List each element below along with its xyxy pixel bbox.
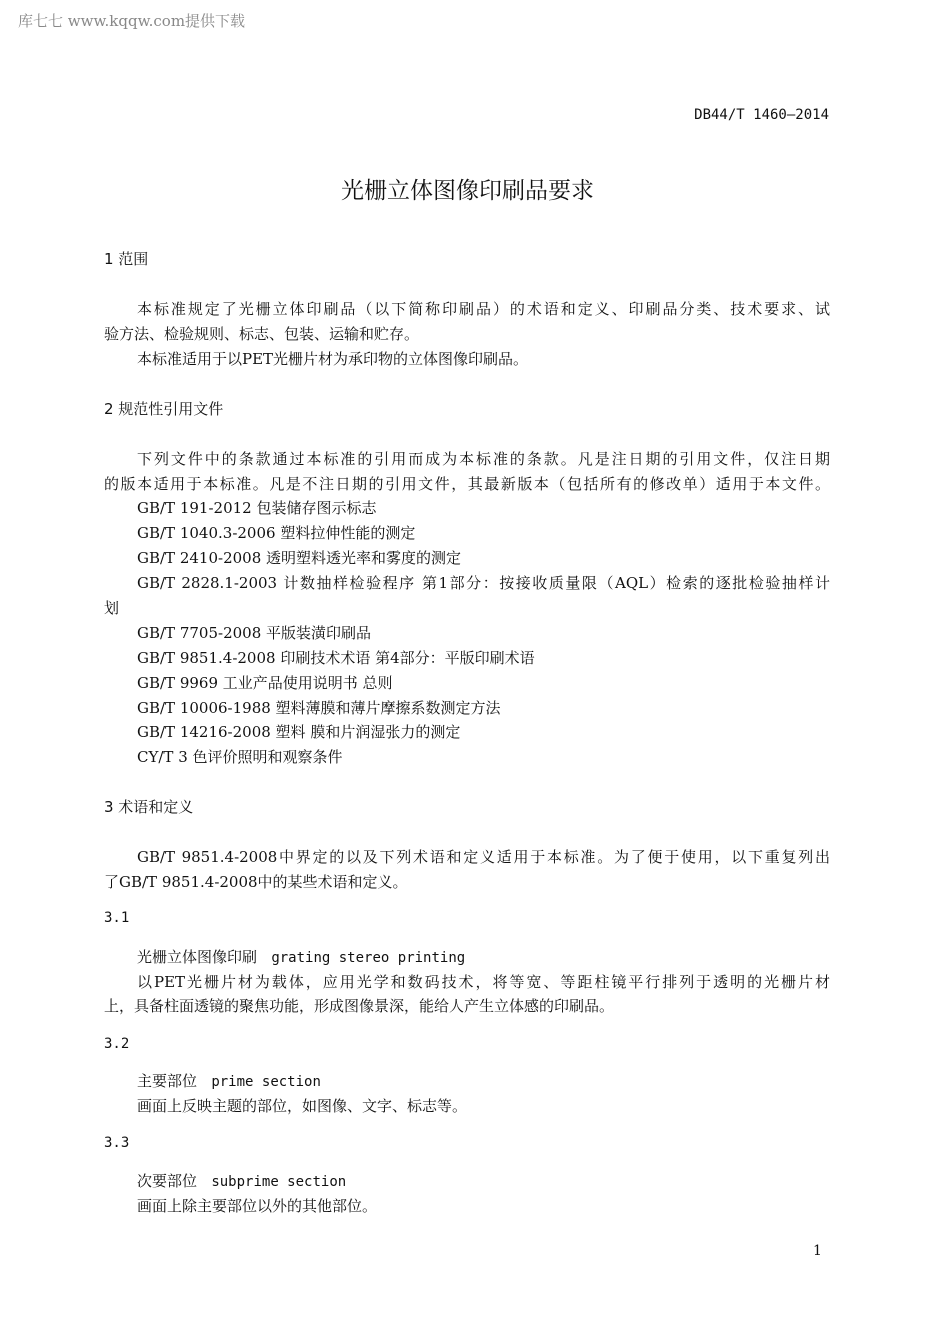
definition-line: 画面上反映主题的部位，如图像、文字、标志等。 [137,1097,468,1115]
reference-item: GB/T 9851.4-2008 印刷技术术语 第4部分：平版印刷术语 [137,649,535,667]
term-number: 3.1 [104,910,130,926]
paragraph-line: 了GB/T 9851.4-2008中的某些术语和定义。 [104,873,408,891]
term-en: grating stereo printing [271,950,466,966]
paragraph-line: 本标准规定了光栅立体印刷品（以下简称印刷品）的术语和定义、印刷品分类、技术要求、试 [137,300,830,318]
section-heading: 2 规范性引用文件 [104,400,224,418]
reference-item: GB/T 7705-2008 平版装潢印刷品 [137,624,372,642]
definition-line: 画面上除主要部位以外的其他部位。 [137,1197,378,1215]
term-zh: 主要部位 [137,1072,198,1090]
reference-item: 划 [104,599,120,617]
term-title [137,1172,346,1191]
section-heading: 3 术语和定义 [104,798,194,816]
reference-item: GB/T 9969 工业产品使用说明书 总则 [137,674,393,692]
term-title [137,1072,321,1091]
paragraph-line: 验方法、检验规则、标志、包装、运输和贮存。 [104,325,420,343]
document-code: DB44/T 1460—2014 [694,107,829,123]
reference-item: GB/T 1040.3-2006 塑料拉伸性能的测定 [137,524,416,542]
paragraph-line: 下列文件中的条款通过本标准的引用而成为本标准的条款。凡是注日期的引用文件，仅注日期 [137,450,830,468]
term-en: prime section [211,1074,321,1090]
page-title: 光栅立体图像印刷品要求 [341,178,594,204]
term-en: subprime section [211,1174,347,1190]
watermark: 库七七 www.kqqw.com提供下载 [18,12,246,30]
reference-item: GB/T 2828.1-2003 计数抽样检验程序 第1部分：按接收质量限（AQL）检索的逐批检验抽样计 [137,574,830,592]
definition-line: 上，具备柱面透镜的聚焦功能，形成图像景深，能给人产生立体感的印刷品。 [104,997,615,1015]
reference-item: CY/T 3 色评价照明和观察条件 [137,748,343,766]
term-number: 3.3 [104,1135,130,1151]
term-zh: 光栅立体图像印刷 [137,948,258,966]
reference-item: GB/T 10006-1988 塑料薄膜和薄片摩擦系数测定方法 [137,699,501,717]
term-number: 3.2 [104,1036,130,1052]
term-title [137,948,465,967]
reference-item: GB/T 2410-2008 透明塑料透光率和雾度的测定 [137,549,462,567]
reference-item: GB/T 14216-2008 塑料 膜和片润湿张力的测定 [137,723,461,741]
paragraph-line: 本标准适用于以PET光栅片材为承印物的立体图像印刷品。 [137,350,529,368]
section-heading: 1 范围 [104,250,149,268]
definition-line: 以PET光栅片材为载体，应用光学和数码技术，将等宽、等距柱镜平行排列于透明的光栅片材 [137,973,830,991]
page-number: 1 [813,1243,822,1259]
term-zh: 次要部位 [137,1172,198,1190]
reference-item: GB/T 191-2012 包装储存图示标志 [137,499,377,517]
paragraph-line: GB/T 9851.4-2008中界定的以及下列术语和定义适用于本标准。为了便于使用，以下重复列出 [137,848,830,866]
paragraph-line: 的版本适用于本标准。凡是不注日期的引用文件，其最新版本（包括所有的修改单）适用于本文件。 [104,475,830,493]
